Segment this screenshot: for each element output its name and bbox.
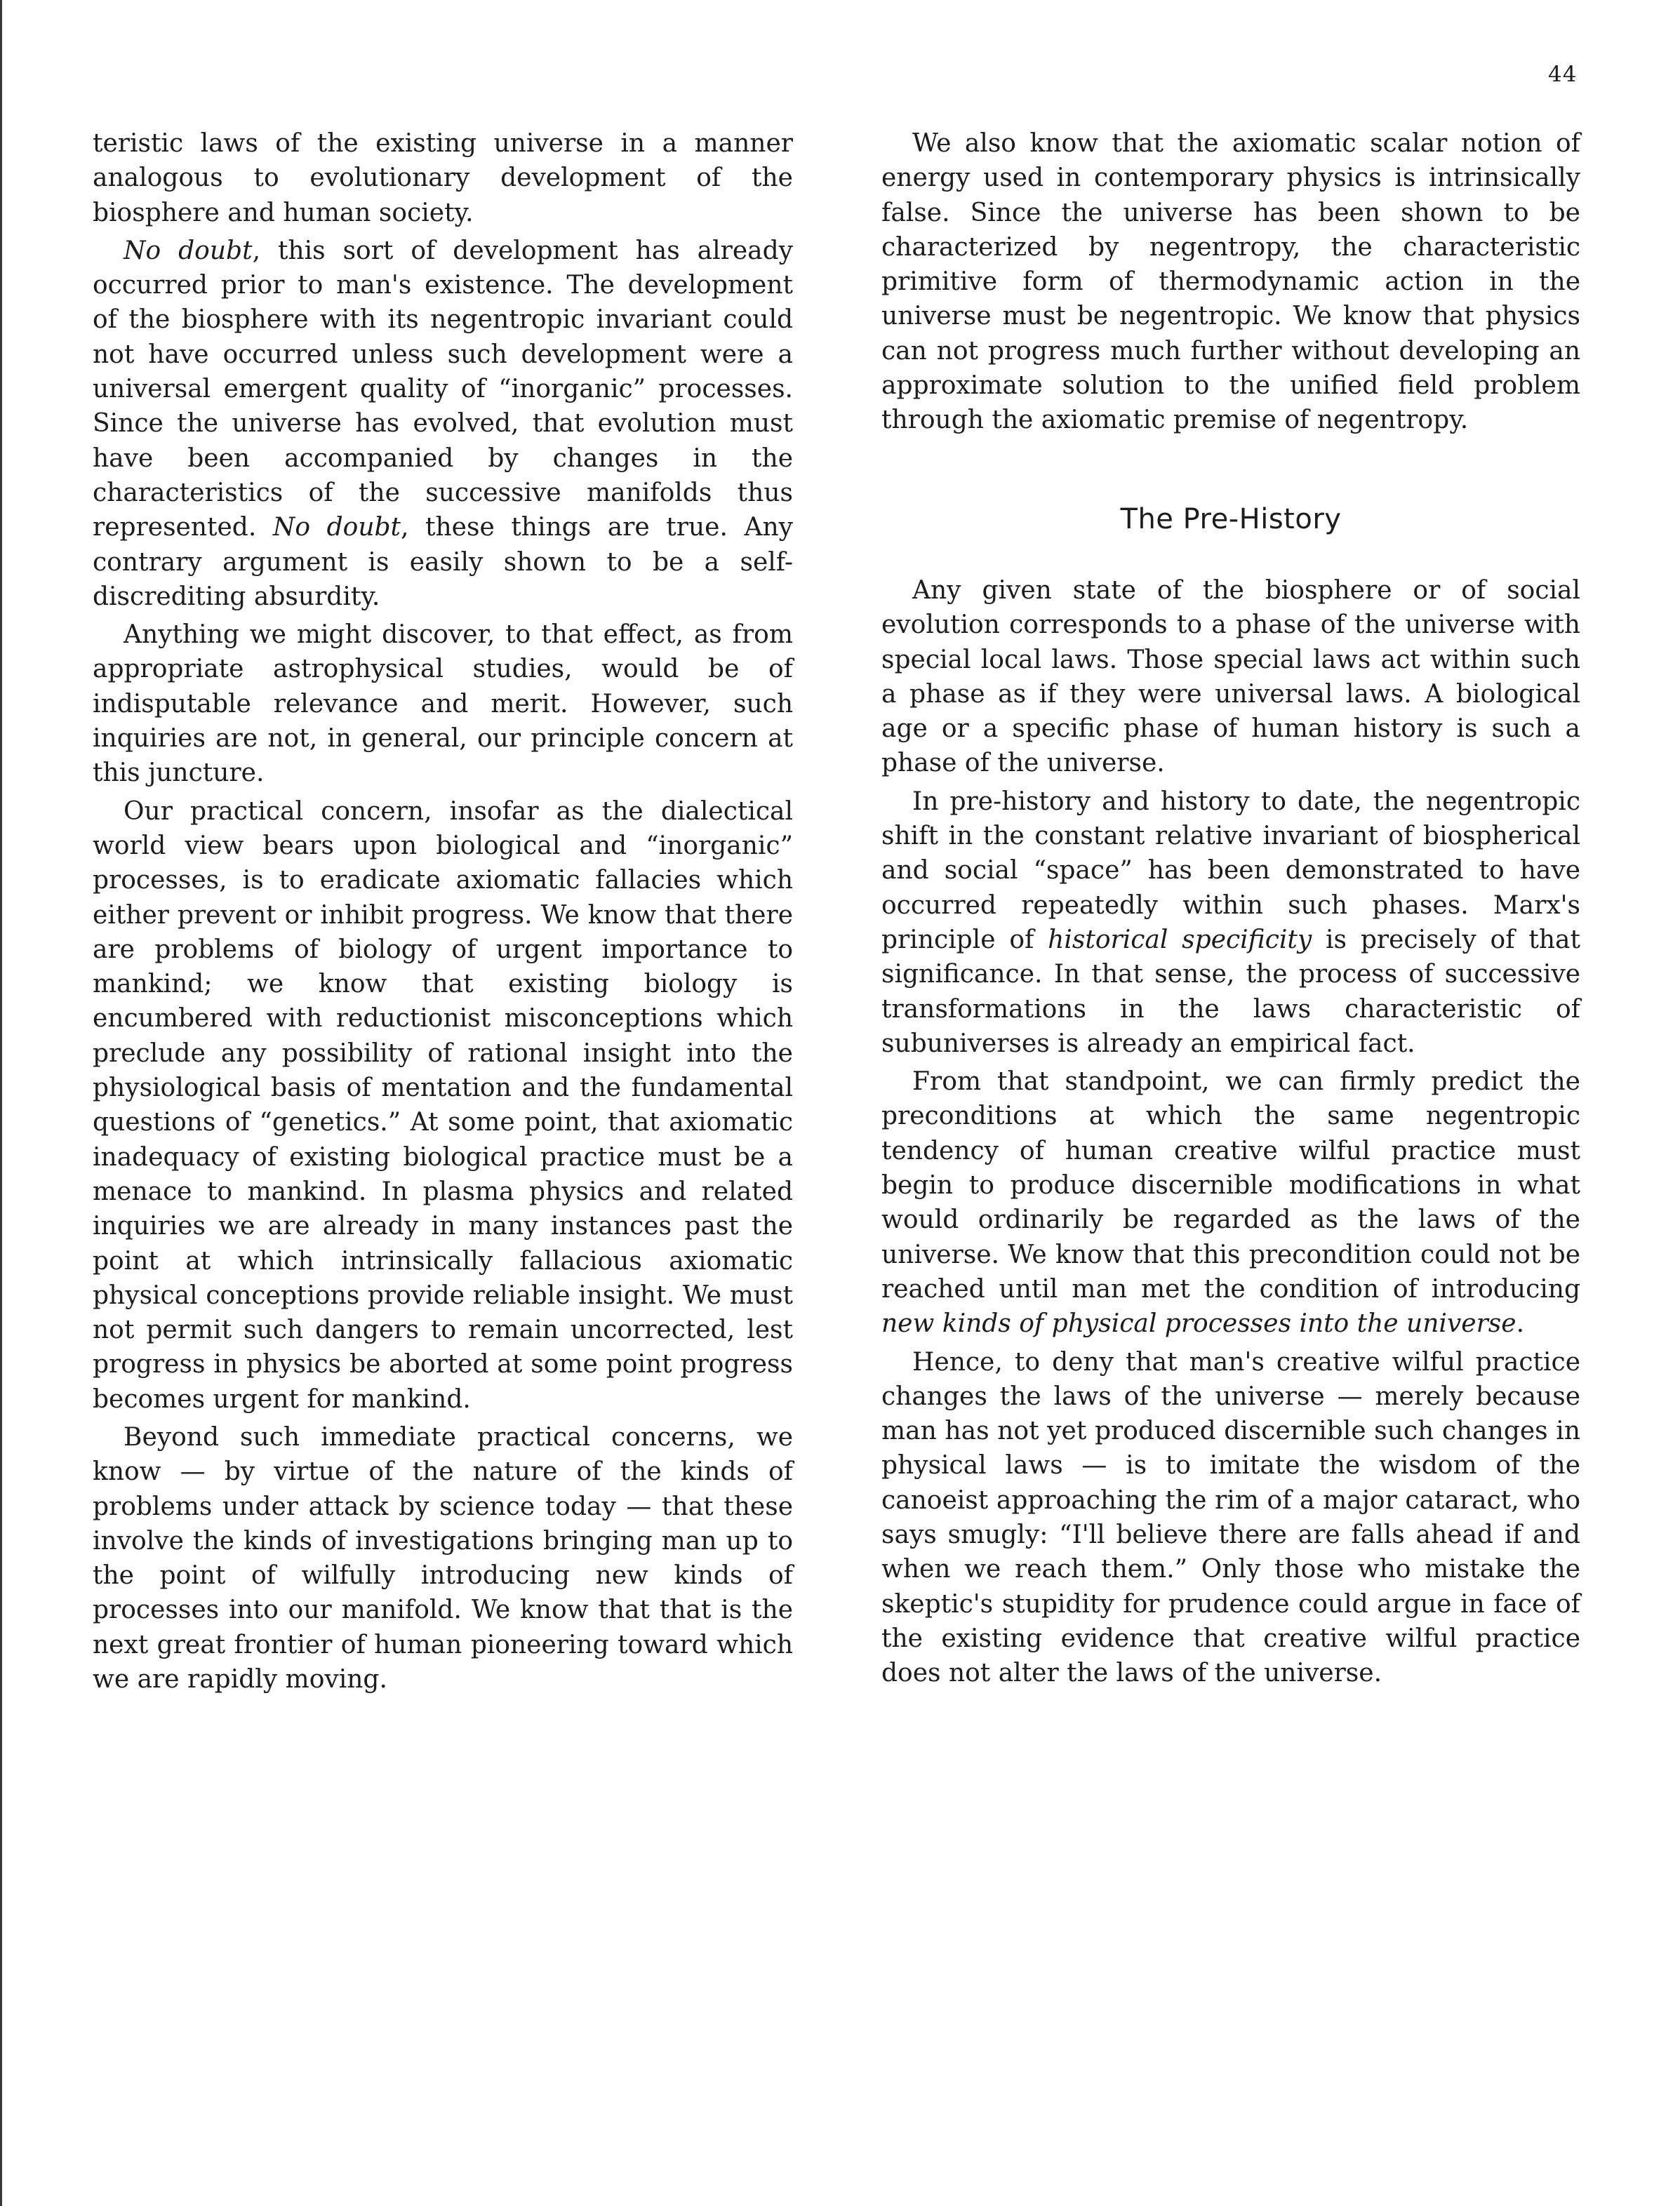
paragraph	[881, 1064, 1580, 1341]
paragraph	[93, 617, 793, 790]
paragraph-text: teristic laws of the existing universe in a manner analogous to evolutionary development of the biosphere and human society.	[93, 129, 793, 227]
paragraph	[93, 794, 793, 1417]
paragraph-text: Beyond such immediate practical concerns, we know — by virtue of the nature of the kinds of problems under attack by science today — that these involve the kinds of investigations bringing man up to the point of wilfully introducing new kinds of processes into our manifold. We know that that is the next great frontier of human pioneering toward which we are rapidly moving.	[93, 1422, 793, 1694]
paragraph-text: , this sort of development has already occurred prior to man's existence. The development of the biosphere with its negentropic invariant could not have occurred unless such development were a universal emergent quality of “inorganic” processes. Since the universe has evolved, that evolution must have been accompanied by changes in the characteristics of the successive manifolds thus represented.	[93, 236, 793, 542]
italic-emphasis: new kinds of physical processes into the universe	[881, 1309, 1516, 1339]
paragraph	[881, 573, 1580, 781]
page-binding-edge	[0, 0, 2, 2206]
page-number: 44	[1548, 62, 1578, 87]
paragraph	[93, 126, 793, 230]
right-column	[881, 126, 1580, 1694]
paragraph-text: We also know that the axiomatic scalar notion of energy used in contemporary physics is intrinsically false. Since the universe has been shown to be characterized by negentropy, the characteristic primitive form of thermodynamic action in the universe must be negentropic. We know that physics can not progress much further without developing an approximate solution to the unified field problem through the axiomatic premise of negentropy.	[881, 129, 1580, 435]
section-heading: The Pre-History	[1120, 502, 1342, 535]
italic-emphasis: historical specificity	[1048, 925, 1312, 954]
paragraph-text: From that standpoint, we can firmly predict the preconditions at which the same negentropic tendency of human creative wilful practice must begin to produce discernible modifications in what would ordinarily be regarded as the laws of the universe. We know that this precondition could not be reached until man met the condition of introducing	[881, 1067, 1580, 1304]
italic-emphasis: No doubt	[272, 513, 401, 542]
paragraph-text: Any given state of the biosphere or of social evolution corresponds to a phase of the universe with special local laws. Those special laws act within such a phase as if they were universal laws. A biological age or a specific phase of human history is such a phase of the universe.	[881, 575, 1580, 778]
italic-emphasis: No doubt	[124, 236, 253, 265]
paragraph	[93, 234, 793, 614]
paragraph-text: , these things are true. Any contrary argument is easily shown to be a self-discrediting absurdity.	[93, 513, 793, 611]
paragraph	[93, 1420, 793, 1697]
paragraph-text: Anything we might discover, to that effect, as from appropriate astrophysical studies, would be of indisputable relevance and merit. However, such inquiries are not, in general, our principle concern at this juncture.	[93, 620, 793, 788]
paragraph	[881, 784, 1580, 1061]
paragraph	[881, 1345, 1580, 1691]
paragraph-text: .	[1516, 1309, 1525, 1339]
paragraph-text: is precisely of that significance. In that sense, the process of successive transformations in the laws characteristic of subuniverses is already an empirical fact.	[881, 925, 1580, 1058]
paragraph-text: Our practical concern, insofar as the dialectical world view bears upon biological and “inorganic” processes, is to eradicate axiomatic fallacies which either prevent or inhibit progress. We know that there are problems of biology of urgent importance to mankind; we know that existing biology is encumbered with reductionist misconceptions which preclude any possibility of rational insight into the physiological basis of mentation and the fundamental questions of “genetics.” At some point, that axiomatic inadequacy of existing biological practice must be a menace to mankind. In plasma physics and related inquiries we are already in many instances past the point at which intrinsically fallacious axiomatic physical conceptions provide reliable insight. We must not permit such dangers to remain uncorrected, lest progress in physics be aborted at some point progress becomes urgent for mankind.	[93, 796, 793, 1414]
paragraph	[881, 126, 1580, 438]
paragraph-text: Hence, to deny that man's creative wilful practice changes the laws of the universe — merely because man has not yet produced discernible such changes in physical laws — is to imitate the wisdom of the canoeist approaching the rim of a major cataract, who says smugly: “I'll believe there are falls ahead if and when we reach them.” Only those who mistake the skeptic's stupidity for prudence could argue in face of the existing evidence that creative wilful practice does not alter the laws of the universe.	[881, 1347, 1580, 1688]
paragraph-text: In pre-history and history to date, the negentropic shift in the constant relative invariant of biospherical and social “space” has been demonstrated to have occurred repeatedly within such phases. Marx's principle of	[881, 787, 1580, 954]
left-column	[93, 126, 793, 1700]
